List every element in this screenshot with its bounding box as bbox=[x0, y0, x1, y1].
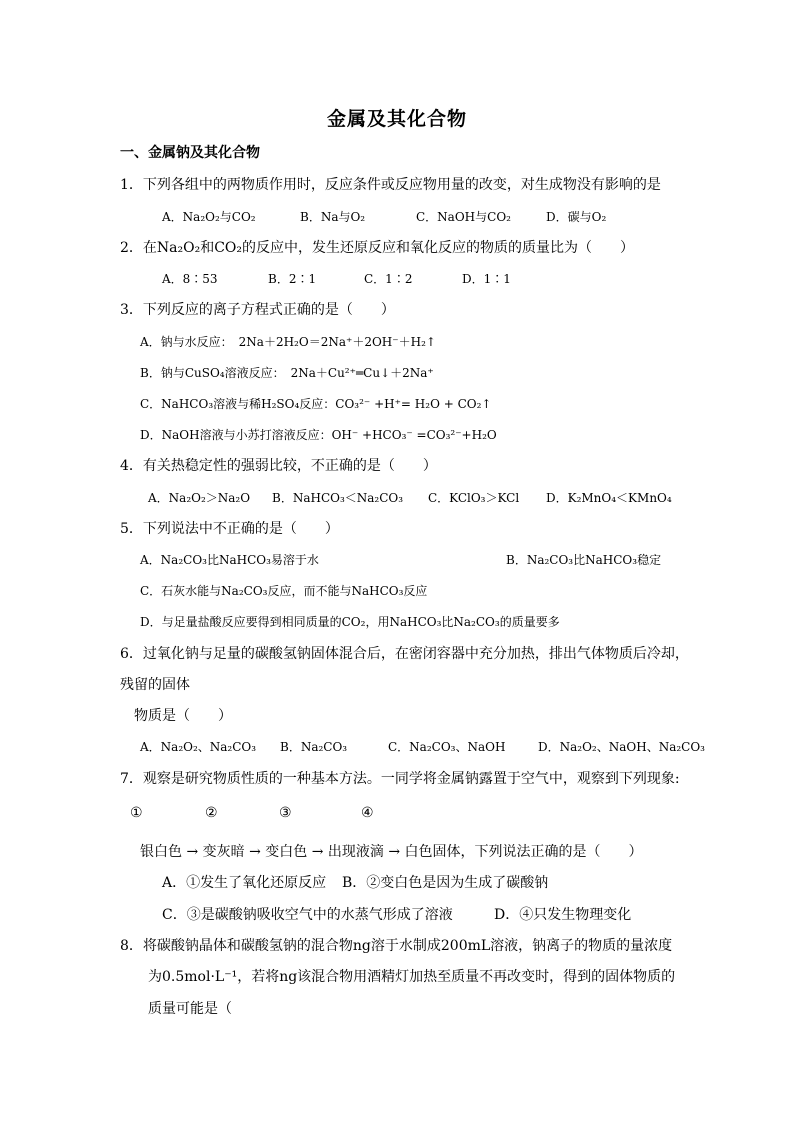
question-4-option-d: D．K₂MnO₄＜KMnO₄ bbox=[546, 491, 672, 505]
question-2-stem: 2．在Na₂O₂和CO₂的反应中，发生还原反应和氧化反应的物质的质量比为（ ） bbox=[120, 240, 635, 256]
question-6-stem-line-2: 残留的固体 bbox=[120, 677, 190, 693]
page-title: 金属及其化合物 bbox=[326, 108, 467, 130]
question-4-option-a: A．Na₂O₂＞Na₂O bbox=[148, 491, 251, 505]
question-3-option-a: A．钠与水反应： 2Na＋2H₂O＝2Na⁺＋2OH⁻＋H₂↑ bbox=[140, 335, 436, 349]
question-7-option-b: B．②变白色是因为生成了碳酸钠 bbox=[342, 875, 549, 891]
question-5-option-d: D．与足量盐酸反应要得到相同质量的CO₂，用NaHCO₃比Na₂CO₃的质量要多 bbox=[140, 615, 560, 629]
question-5-option-b: B．Na₂CO₃比NaHCO₃稳定 bbox=[506, 553, 662, 567]
question-7-marker-2: ② bbox=[205, 805, 218, 821]
question-7-observation-chain: 银白色 → 变灰暗 → 变白色 → 出现液滴 → 白色固体，下列说法正确的是（ ） bbox=[140, 844, 643, 860]
question-7-marker-3: ③ bbox=[279, 805, 292, 821]
question-7-option-c: C．③是碳酸钠吸收空气中的水蒸气形成了溶液 bbox=[162, 907, 453, 923]
question-6-option-b: B．Na₂CO₃ bbox=[280, 740, 348, 754]
question-2-option-c: C．1∶2 bbox=[364, 272, 413, 286]
question-5-stem: 5．下列说法中不正确的是（ ） bbox=[120, 521, 339, 537]
question-1-stem: 1．下列各组中的两物质作用时，反应条件或反应物用量的改变，对生成物没有影响的是 bbox=[120, 177, 661, 193]
question-4-option-c: C．KClO₃＞KCl bbox=[428, 491, 520, 505]
question-2-option-b: B．2∶1 bbox=[268, 272, 317, 286]
section-heading: 一、金属钠及其化合物 bbox=[120, 145, 260, 161]
question-1-option-c: C．NaOH与CO₂ bbox=[416, 210, 511, 224]
question-6-option-c: C．Na₂CO₃、NaOH bbox=[388, 740, 506, 754]
question-1-option-d: D．碳与O₂ bbox=[546, 210, 607, 224]
question-5-option-a: A．Na₂CO₃比NaHCO₃易溶于水 bbox=[140, 553, 319, 567]
question-4-stem: 4．有关热稳定性的强弱比较，不正确的是（ ） bbox=[120, 458, 437, 474]
question-3-option-d: D．NaOH溶液与小苏打溶液反应：OH⁻ +HCO₃⁻ =CO₃²⁻+H₂O bbox=[140, 428, 497, 442]
question-6-option-d: D．Na₂O₂、NaOH、Na₂CO₃ bbox=[538, 740, 705, 754]
question-6-stem-line-1: 6．过氧化钠与足量的碳酸氢钠固体混合后，在密闭容器中充分加热，排出气体物质后冷却， bbox=[120, 646, 689, 662]
question-2-option-a: A．8∶53 bbox=[162, 272, 218, 286]
question-6-option-a: A．Na₂O₂、Na₂CO₃ bbox=[140, 740, 257, 754]
question-8-stem-line-3: 质量可能是（ bbox=[148, 1001, 232, 1017]
question-4-option-b: B．NaHCO₃＜Na₂CO₃ bbox=[272, 491, 404, 505]
question-7-option-a: A．①发生了氧化还原反应 bbox=[162, 875, 327, 891]
question-7-stem: 7．观察是研究物质性质的一种基本方法。一同学将金属钠露置于空气中，观察到下列现象: bbox=[120, 771, 680, 787]
question-7-marker-1: ① bbox=[130, 805, 143, 821]
question-3-option-b: B．钠与CuSO₄溶液反应： 2Na＋Cu²⁺═Cu↓＋2Na⁺ bbox=[140, 366, 434, 380]
question-3-option-c: C．NaHCO₃溶液与稀H₂SO₄反应：CO₃²⁻ +H⁺= H₂O + CO₂↑ bbox=[140, 397, 492, 411]
question-3-stem: 3．下列反应的离子方程式正确的是（ ） bbox=[120, 302, 395, 318]
question-8-stem-line-2: 为0.5mol·L⁻¹，若将ng该混合物用酒精灯加热至质量不再改变时，得到的固体物质的 bbox=[148, 969, 676, 985]
question-5-option-c: C．石灰水能与Na₂CO₃反应，而不能与NaHCO₃反应 bbox=[140, 584, 428, 598]
question-1-option-a: A．Na₂O₂与CO₂ bbox=[162, 210, 256, 224]
question-1-option-b: B．Na与O₂ bbox=[300, 210, 366, 224]
question-7-option-d: D．④只发生物理变化 bbox=[494, 907, 632, 923]
question-2-option-d: D．1∶1 bbox=[462, 272, 511, 286]
question-8-stem-line-1: 8．将碳酸钠晶体和碳酸氢钠的混合物ng溶于水制成200mL溶液，钠离子的物质的量浓度 bbox=[120, 938, 673, 954]
question-7-marker-4: ④ bbox=[361, 805, 374, 821]
question-6-stem-line-3: 物质是（ ） bbox=[134, 708, 232, 724]
